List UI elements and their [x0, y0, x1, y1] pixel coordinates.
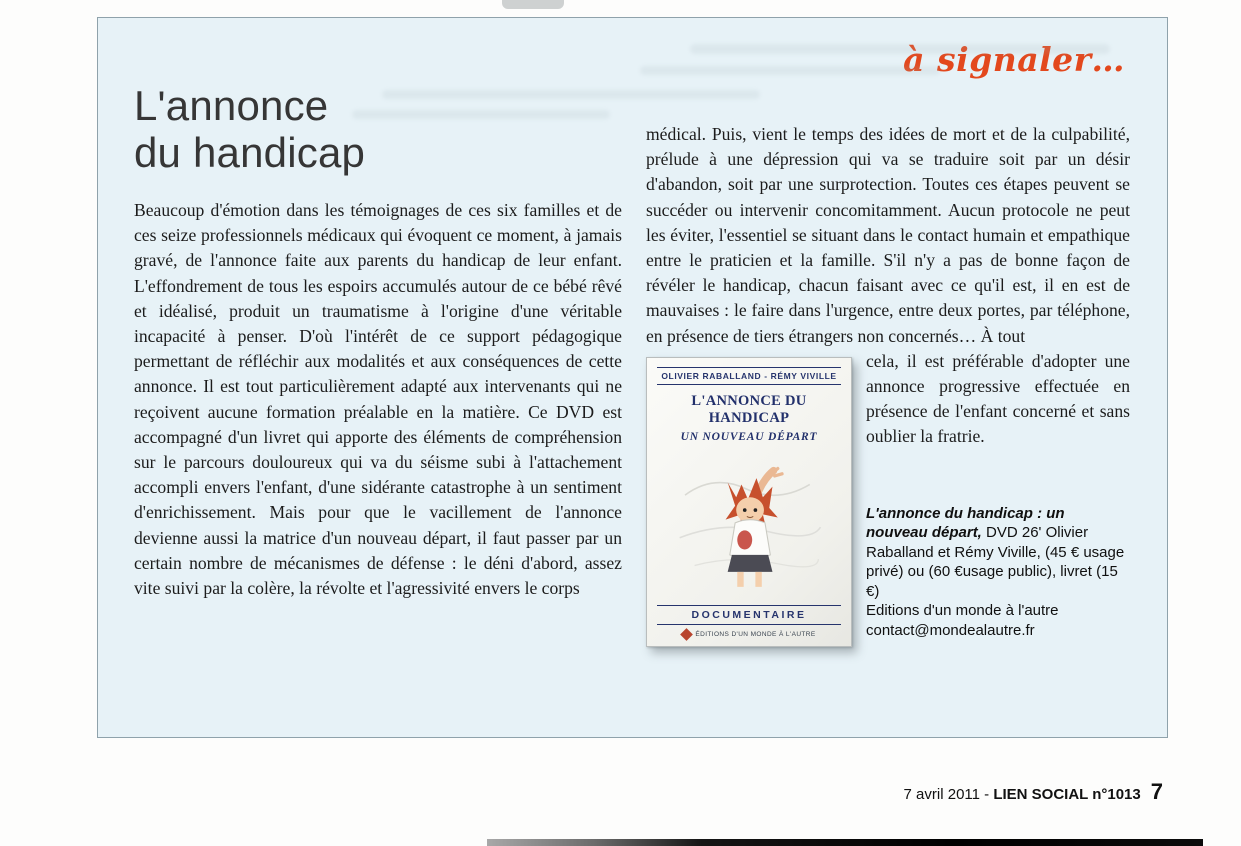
left-column: [134, 82, 622, 601]
caption-publisher: Editions d'un monde à l'autre: [866, 602, 1059, 620]
article-box: [97, 17, 1168, 738]
caption-title: L'annonce du handicap : un nouveau départ,: [866, 504, 1065, 542]
scan-artifact-bottom: [487, 839, 1203, 846]
manga-girl-drawing: [669, 461, 829, 589]
dvd-authors: OLIVIER RABALLAND - RÉMY VIVILLE: [657, 367, 841, 385]
caption-details: DVD 26' Olivier Raballand et Rémy Viville, (45 € usage privé) ou (60 €usage public), livret (15 €): [866, 524, 1125, 600]
article-title-line1: L'annonce: [134, 82, 329, 129]
article-text-right-1: médical. Puis, vient le temps des idées de mort et de la culpabilité, prélude à une dépression qui va se traduire soit par un désir d'abandon, soit par une surprotection. Toutes ces étapes peuvent se succéder ou intervenir concomitamment. Aucun protocole ne peut les éviter, l'essentiel se situant dans le contact humain et empathique entre le praticien et la famille. S'il n'y a pas de bonne façon de révéler le handicap, chacun faisant avec ce qu'il est, il en est de mauvaises : le faire dans l'urgence, entre deux portes, par téléphone, en présence de tiers étrangers non concernés… À tout: [646, 124, 1130, 346]
article-text-right-2: cela, il est préférable d'adopter une annonce progressive effectuée en présence de l'enfant concerné et sans oublier la fratrie.: [866, 350, 1130, 447]
dvd-illustration: [657, 447, 841, 603]
right-column: [646, 122, 1130, 653]
dvd-subtitle: UN NOUVEAU DÉPART: [680, 430, 818, 443]
article-title-line2: du handicap: [134, 129, 366, 176]
dvd-publisher: [657, 630, 841, 639]
footer-page-number: 7: [1150, 779, 1163, 804]
page-footer: [904, 779, 1163, 805]
caption-email: contact@mondealautre.fr: [866, 621, 1035, 639]
dvd-genre: DOCUMENTAIRE: [657, 605, 841, 625]
publisher-name: ÉDITIONS D'UN MONDE À L'AUTRE: [695, 630, 816, 638]
scan-artifact-top: [502, 0, 564, 9]
section-flag: à signaler…: [903, 40, 1125, 79]
dvd-title: L'ANNONCE DU HANDICAP: [691, 392, 807, 426]
publisher-logo-icon: [680, 628, 693, 641]
article-text-left: Beaucoup d'émotion dans les témoignages de ces six familles et de ces seize professionnels médicaux qui évoquent ce moment, à jamais gravé, de l'annonce faite aux parents du handicap de leur enfant. L'effondrement de tous les espoirs accumulés autour de ce bébé rêvé et idéalisé, produit un traumatisme à l'origine d'une véritable incapacité à penser. D'où l'intérêt de ce support pédagogique permettant de réfléchir aux modalités et aux conséquences de cette annonce. Il est tout particulièrement adapté aux intervenants qui ne reçoivent aucune formation préalable en la matière. Ce DVD est accompagné d'un livret qui apporte des éléments de compréhension sur le parcours douloureux qui va du séisme subi à l'attachement accompli envers l'enfant, d'une sidérante catastrophe à un sentiment d'enrichissement. Mais pour que le vacillement de l'annonce devienne aussi la matrice d'un nouveau départ, il faut passer par un certain nombre de mécanismes de défense : le déni d'abord, assez vite suivi par la colère, la révolte et l'agressivité envers le corps: [134, 200, 622, 599]
dvd-cover: [646, 357, 852, 647]
article-title: [134, 82, 622, 176]
footer-date: 7 avril 2011 -: [903, 786, 994, 803]
footer-journal-name: LIEN SOCIAL n°1013: [993, 786, 1141, 803]
